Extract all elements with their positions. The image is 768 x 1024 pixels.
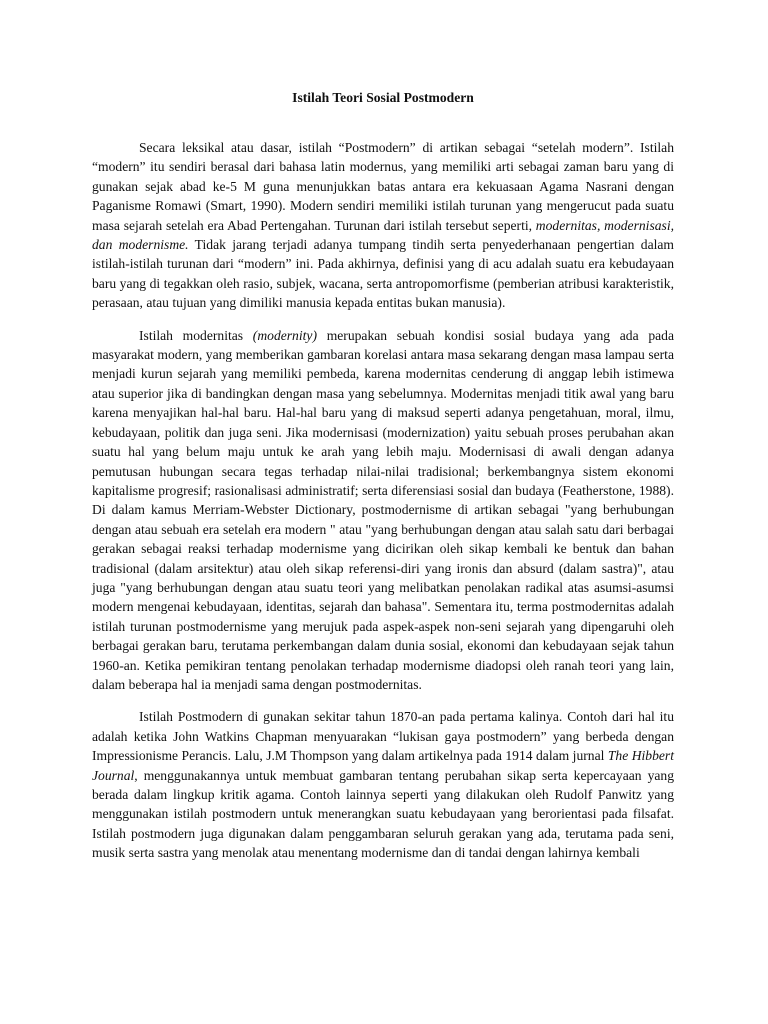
document-page xyxy=(92,0,674,863)
paragraph-2 xyxy=(92,326,674,695)
paragraph-3-text-1: Istilah Postmodern di gunakan sekitar tahun 1870-an pada pertama kalinya. Contoh dari hal itu adalah ketika John Watkins Chapman menyuarakan “lukisan gaya postmodern” yang berbeda dengan Impressionisme Perancis. Lalu, J.M Thompson yang dalam artikelnya pada 1914 dalam jurnal xyxy=(92,709,674,764)
document-title: Istilah Teori Sosial Postmodern xyxy=(292,90,474,105)
paragraph-1-text-1: Secara leksikal atau dasar, istilah “Postmodern” di artikan sebagai “setelah modern”. Istilah “modern” itu sendiri berasal dari bahasa latin modernus, yang memiliki arti sebagai zaman baru yang di gunakan sejak abad ke-5 M guna menunjukkan batas antara era kekuasaan Agama Nasrani dengan Paganisme Romawi (Smart, 1990). Modern sendiri memiliki istilah turunan yang mengerucut pada suatu masa sejarah setelah era Abad Pertengahan. Turunan dari istilah tersebut seperti, xyxy=(92,140,674,233)
paragraph-2-text-2: merupakan sebuah kondisi sosial budaya yang ada pada masyarakat modern, yang memberikan gambaran korelasi antara masa sekarang dengan masa lampau serta menjadi kurun sejarah yang memiliki pembeda, karena modernitas cenderung di anggap lebih istimewa atau superior jika di bandingkan dengan masa yang sebelumnya. Modernitas menjadi titik awal yang baru karena menyajikan hal-hal baru. Hal-hal baru yang di maksud seperti adanya pengetahuan, moral, ilmu, kebudayaan, politik dan juga seni. Jika modernisasi (modernization) yaitu sebuah proses perubahan akan suatu hal yang belum maju untuk ke arah yang lebih maju. Modernisasi di awali dengan adanya pemutusan hubungan secara tegas terhadap nilai-nilai tradisional; berkembangnya sistem ekonomi kapitalisme progresif; rasionalisasi administratif; serta diferensiasi sosial dan budaya (Featherstone, 1988). Di dalam kamus Merriam-Webster Dictionary, postmodernisme di artikan sebagai "yang berhubungan dengan atau sebuah era setelah era modern " atau "yang berhubungan dengan atau salah satu dari berbagai gerakan sebagai reaksi terhadap modernisme yang dicirikan oleh sikap kembali ke bentuk dan bahan tradisional (dalam arsitektur) atau oleh sikap referensi-diri yang ironis dan absurd (dalam sastra)", atau juga "yang berhubungan dengan atau suatu teori yang melibatkan penolakan radikal atas asumsi-asumsi modern mengenai kebudayaan, identitas, sejarah dan bahasa". Sementara itu, terma postmodernitas adalah istilah turunan postmodernisme yang merujuk pada aspek-aspek non-seni sejarah yang dipengaruhi oleh berbagai gerakan baru, terutama perkembangan dalam dunia sosial, ekonomi dan kebudayaan sejak tahun 1960-an. Ketika pemikiran tentang penolakan terhadap modernisme diadopsi oleh ranah teori yang lain, dalam beberapa hal ia menjadi sama dengan postmodernitas. xyxy=(92,327,674,692)
paragraph-3-text-2: , menggunakannya untuk membuat gambaran tentang perubahan sikap serta kepercayaan yang berada dalam lingkup kritik agama. Contoh lainnya seperti yang dilakukan oleh Rudolf Panwitz yang menggunakan istilah postmodern untuk menerangkan suatu kebudayaan yang berorientasi pada filsafat. Istilah postmodern juga digunakan dalam penggambaran seluruh gerakan yang ada, terutama pada seni, musik serta sastra yang menolak atau menentang modernisme dan di tandai dengan lahirnya kembali xyxy=(92,767,674,861)
paragraph-3 xyxy=(92,707,674,862)
paragraph-3-journal-title: The Hibbert Journal xyxy=(92,748,675,783)
paragraph-2-italic-term: (modernity) xyxy=(252,327,317,343)
paragraph-1-italic-terms: modernitas, modernisasi, dan modernisme. xyxy=(92,217,674,253)
paragraph-1-text-2: Tidak jarang terjadi adanya tumpang tindih serta penyederhanaan pengertian dalam istilah-istilah turunan dari “modern” ini. Pada akhirnya, definisi yang di acu adalah suatu era kebudayaan baru yang di tegakkan oleh rasio, subjek, wacana, serta antropomorfisme (pemberian atribusi karakteristik, perasaan, atau tujuan yang dimiliki manusia kepada entitas bukan manusia). xyxy=(92,237,674,311)
paragraph-2-text-1: Istilah modernitas xyxy=(139,327,253,343)
paragraph-1 xyxy=(92,138,674,313)
